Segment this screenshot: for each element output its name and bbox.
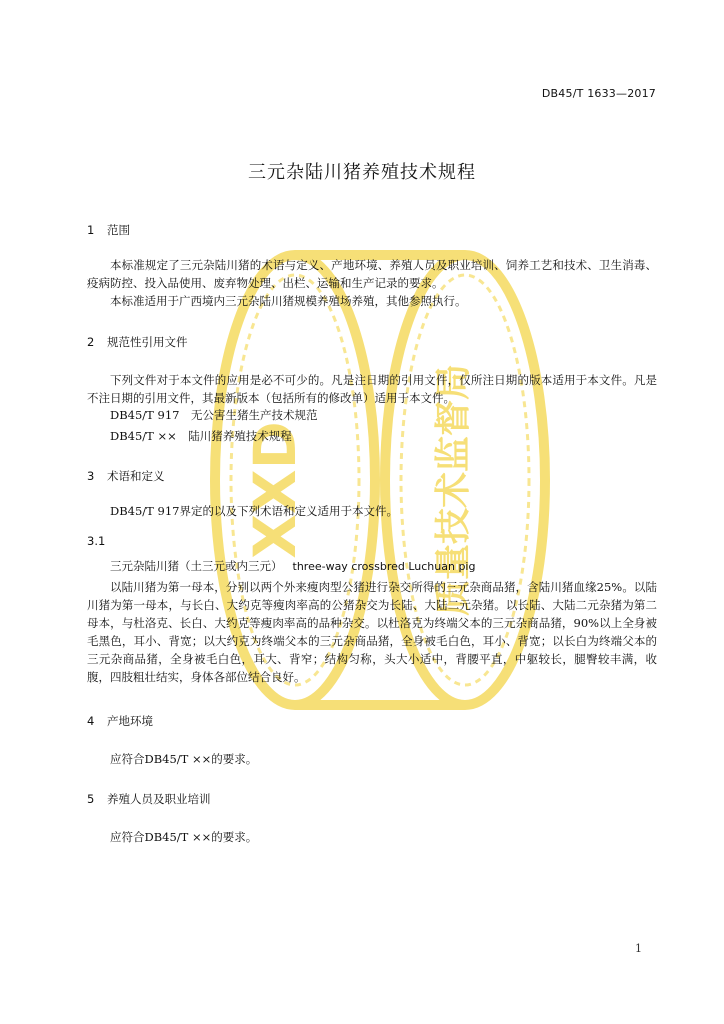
subsection-3-1-number: 3.1 — [87, 534, 106, 548]
section-5-paragraph: 应符合DB45/T ××的要求。 — [110, 830, 258, 844]
section-number: 2 — [87, 335, 95, 349]
section-2-heading — [87, 334, 188, 350]
term-chinese: 三元杂陆川猪（土三元或内三元） — [110, 559, 283, 573]
section-number: 5 — [87, 792, 95, 806]
document-title: 三元杂陆川猪养殖技术规程 — [248, 162, 476, 183]
page-number: 1 — [635, 942, 642, 955]
section-1-paragraph-2: 本标准适用于广西境内三元杂陆川猪规模养殖场养殖，其他参照执行。 — [110, 294, 467, 308]
term-english: three-way crossbred Luchuan pig — [292, 560, 476, 573]
reference-item: DB45/T 917 无公害生猪生产技术规范 — [110, 408, 318, 422]
section-4-paragraph: 应符合DB45/T ××的要求。 — [110, 752, 258, 766]
section-title: 规范性引用文件 — [107, 335, 188, 349]
section-number: 3 — [87, 469, 95, 483]
section-number: 4 — [87, 714, 95, 728]
section-2-paragraph: 下列文件对于本文件的应用是必不可少的。凡是注日期的引用文件，仅所注日期的版本适用于本文件。凡是不注日期的引用文件，其最新版本（包括所有的修改单）适用于本文件。 — [87, 373, 657, 405]
watermark-right-text: 质量技术监督局 — [433, 363, 474, 617]
document-code: DB45/T 1633—2017 — [541, 87, 656, 100]
section-number: 1 — [87, 223, 95, 237]
section-4-heading — [87, 713, 153, 729]
term-definition: 以陆川猪为第一母本，分别以两个外来瘦肉型公猪进行杂交所得的三元杂商品猪，含陆川猪血缘25%。以陆川猪为第一母本，与长白、大约克等瘦肉率高的公猪杂交为长陆、大陆二元杂猪。以长陆、大陆二元杂猪为第二母本，与杜洛克、长白、大约克等瘦肉率高的品种杂交。以杜洛克为终端父本的三元杂商品猪，90%以上全身被毛黑色，耳小、背宽；以大约克为终端父本的三元杂商品猪，全身被毛白色，耳小、背宽；以长白为终端父本的三元杂商品猪，全身被毛白色，耳大、背窄；结构匀称，头大小适中，背腰平直，中躯较长，腿臀较丰满，收腹，四肢粗壮结实，身体各部位结合良好。 — [87, 580, 657, 684]
section-3-paragraph: DB45/T 917界定的以及下列术语和定义适用于本文件。 — [110, 504, 398, 518]
section-title: 产地环境 — [107, 714, 153, 728]
section-title: 术语和定义 — [107, 469, 165, 483]
section-3-heading — [87, 468, 165, 484]
section-1-heading — [87, 222, 130, 238]
watermark-left-text: XXD — [241, 421, 309, 559]
reference-item: DB45/T ×× 陆川猪养殖技术规程 — [110, 429, 292, 443]
section-title: 养殖人员及职业培训 — [107, 792, 211, 806]
section-title: 范围 — [107, 223, 130, 237]
term-entry — [110, 558, 475, 574]
section-1-paragraph-1: 本标准规定了三元杂陆川猪的术语与定义、产地环境、养殖人员及职业培训、饲养工艺和技术、卫生消毒、疫病防控、投入品使用、废弃物处理、出栏、运输和生产记录的要求。 — [87, 258, 657, 290]
section-5-heading — [87, 791, 211, 807]
